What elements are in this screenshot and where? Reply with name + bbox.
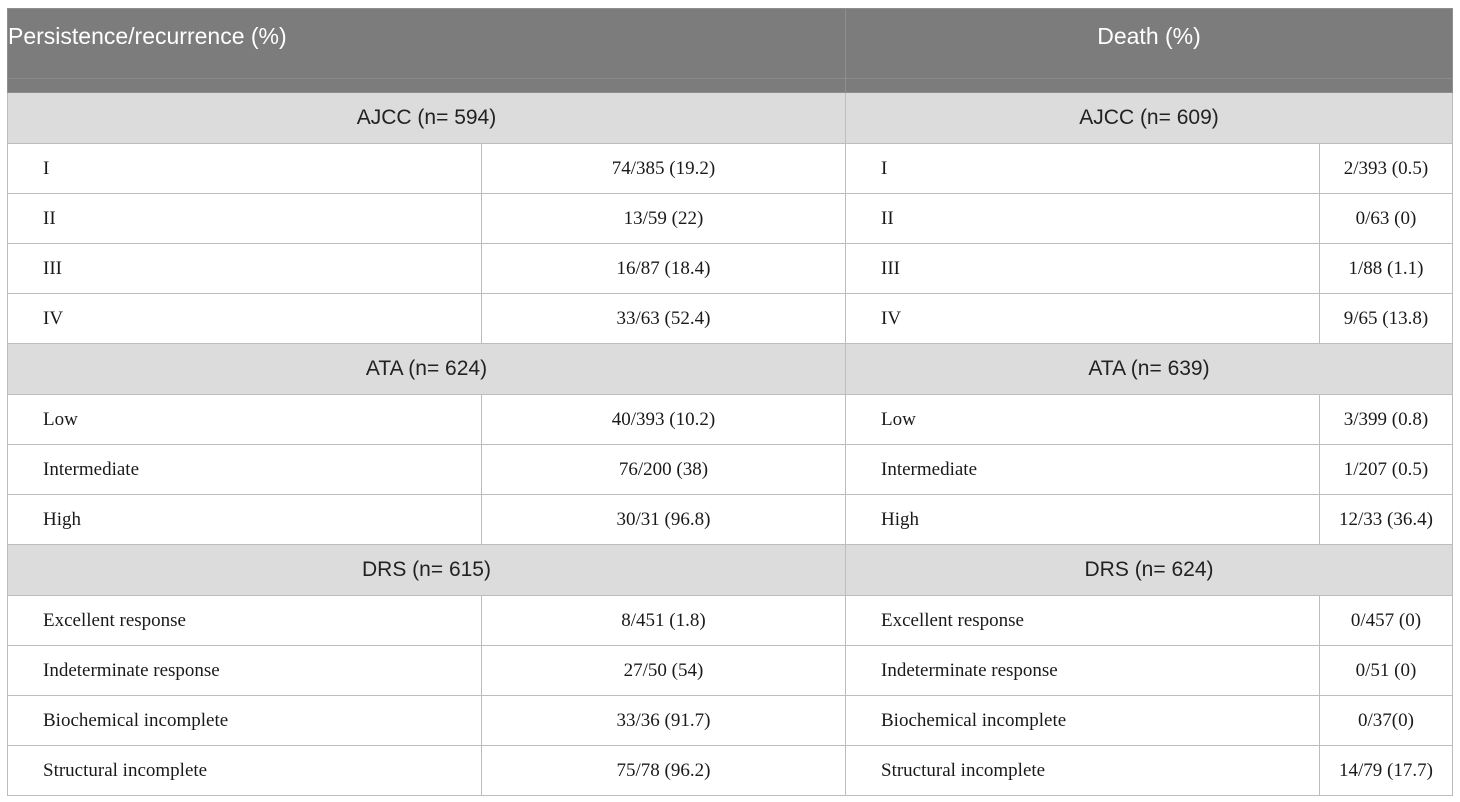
death-value: 0/457 (0)	[1320, 596, 1453, 646]
category-cell: Biochemical incomplete	[846, 696, 1320, 746]
persistence-value: 30/31 (96.8)	[482, 495, 846, 545]
table-row	[8, 646, 1453, 696]
group-title-right: AJCC (n= 609)	[846, 93, 1453, 144]
group-title-right: DRS (n= 624)	[846, 545, 1453, 596]
header-persistence-recurrence: Persistence/recurrence (%)	[8, 9, 846, 93]
table-row	[8, 495, 1453, 545]
persistence-value: 16/87 (18.4)	[482, 244, 846, 294]
table-row	[8, 445, 1453, 495]
category-cell: Structural incomplete	[8, 746, 482, 796]
group-row-drs	[8, 545, 1453, 596]
category-cell: High	[846, 495, 1320, 545]
category-cell: Indeterminate response	[8, 646, 482, 696]
death-value: 0/37(0)	[1320, 696, 1453, 746]
table-row	[8, 746, 1453, 796]
death-value: 0/51 (0)	[1320, 646, 1453, 696]
category-cell: Low	[846, 395, 1320, 445]
death-value: 1/207 (0.5)	[1320, 445, 1453, 495]
persistence-value: 75/78 (96.2)	[482, 746, 846, 796]
death-value: 14/79 (17.7)	[1320, 746, 1453, 796]
persistence-value: 74/385 (19.2)	[482, 144, 846, 194]
results-table	[7, 8, 1453, 796]
group-title-left: AJCC (n= 594)	[8, 93, 846, 144]
category-cell: Intermediate	[8, 445, 482, 495]
persistence-value: 27/50 (54)	[482, 646, 846, 696]
category-cell: II	[846, 194, 1320, 244]
group-title-right: ATA (n= 639)	[846, 344, 1453, 395]
persistence-value: 33/36 (91.7)	[482, 696, 846, 746]
death-value: 0/63 (0)	[1320, 194, 1453, 244]
table-row	[8, 144, 1453, 194]
category-cell: Structural incomplete	[846, 746, 1320, 796]
table-row	[8, 395, 1453, 445]
category-cell: III	[8, 244, 482, 294]
table-row	[8, 194, 1453, 244]
category-cell: I	[846, 144, 1320, 194]
table-row	[8, 244, 1453, 294]
group-row-ata	[8, 344, 1453, 395]
persistence-value: 76/200 (38)	[482, 445, 846, 495]
category-cell: High	[8, 495, 482, 545]
category-cell: Low	[8, 395, 482, 445]
death-value: 1/88 (1.1)	[1320, 244, 1453, 294]
category-cell: Intermediate	[846, 445, 1320, 495]
persistence-value: 33/63 (52.4)	[482, 294, 846, 344]
category-cell: IV	[846, 294, 1320, 344]
table-row	[8, 596, 1453, 646]
death-value: 3/399 (0.8)	[1320, 395, 1453, 445]
category-cell: III	[846, 244, 1320, 294]
persistence-value: 13/59 (22)	[482, 194, 846, 244]
death-value: 12/33 (36.4)	[1320, 495, 1453, 545]
table-header-row	[8, 9, 1453, 93]
persistence-value: 8/451 (1.8)	[482, 596, 846, 646]
table-row	[8, 696, 1453, 746]
group-row-ajcc	[8, 93, 1453, 144]
table-row	[8, 294, 1453, 344]
group-title-left: ATA (n= 624)	[8, 344, 846, 395]
persistence-value: 40/393 (10.2)	[482, 395, 846, 445]
category-cell: Biochemical incomplete	[8, 696, 482, 746]
category-cell: Excellent response	[846, 596, 1320, 646]
category-cell: Excellent response	[8, 596, 482, 646]
category-cell: II	[8, 194, 482, 244]
group-title-left: DRS (n= 615)	[8, 545, 846, 596]
category-cell: IV	[8, 294, 482, 344]
category-cell: I	[8, 144, 482, 194]
death-value: 9/65 (13.8)	[1320, 294, 1453, 344]
header-death: Death (%)	[846, 9, 1453, 93]
death-value: 2/393 (0.5)	[1320, 144, 1453, 194]
category-cell: Indeterminate response	[846, 646, 1320, 696]
